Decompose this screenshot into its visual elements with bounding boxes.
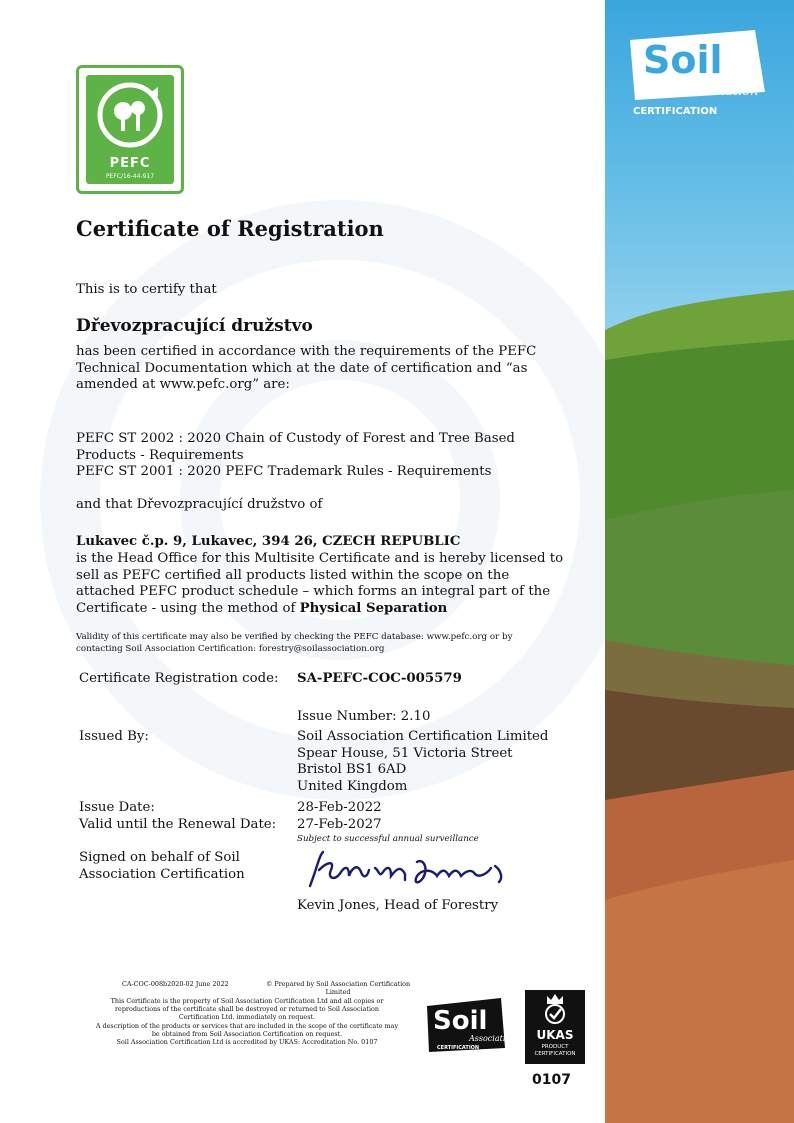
head-office-text: is the Head Office for this Multisite Certificate and is hereby licensed to sell as PEFC certified all products listed within the scope on the attached PEFC product schedule – which forms an integral part of the Certificate - using the method of Physical Separation — [76, 551, 564, 616]
organisation-name: Dřevozpracující družstvo — [76, 316, 313, 336]
certification-method: Physical Separation — [299, 600, 448, 616]
certify-intro: This is to certify that — [76, 282, 217, 297]
standard-item: PEFC ST 2001 : 2020 PEFC Trademark Rules - Requirements — [76, 464, 492, 479]
crown-tick-icon — [525, 990, 585, 1026]
issue-date-value: 28-Feb-2022 — [297, 800, 382, 815]
reg-code-value: SA-PEFC-COC-005579 — [297, 671, 462, 686]
pefc-logo — [76, 65, 184, 194]
soil-logo-sub: CERTIFICATION — [633, 106, 718, 117]
ukas-sub: PRODUCT CERTIFICATION — [534, 1044, 576, 1057]
footer-legal-text: This Certificate is the property of Soil Association Certification Ltd and all copies or reproductions of the certificate shall be destroyed or returned to Soil Association Certification Ltd. immediately on request. A description of the products or services that are included in the scope of the certificate may be obtained from Soil Association Certification on request. Soil Association Certification Ltd is accredited by UKAS: Accreditation No. 0107 — [95, 997, 399, 1047]
issue-number: Issue Number: 2.10 — [297, 709, 431, 724]
pefc-licence-code: PEFC/16-44-917 — [105, 173, 155, 180]
standard-item: PEFC ST 2002 : 2020 Chain of Custody of Forest and Tree Based — [76, 431, 515, 446]
footer-soil-association-logo: Soil Association CERTIFICATION — [425, 990, 509, 1064]
signature-image — [305, 848, 515, 893]
standard-item: Products - Requirements — [76, 447, 244, 463]
issuer-address: Soil Association Certification Limited Spear House, 51 Victoria Street Bristol BS1 6AD United Kingdom — [297, 729, 549, 794]
issued-by-label: Issued By: — [79, 729, 149, 744]
signed-on-behalf-label: Signed on behalf of Soil Association Certification — [79, 850, 245, 882]
document-reference: CA-COC-008b2020-02 June 2022 — [122, 980, 229, 988]
soil-logo-script: Association — [683, 84, 759, 99]
pefc-wordmark: PEFC — [109, 156, 151, 171]
signatory-name: Kevin Jones, Head of Forestry — [297, 898, 499, 913]
issue-date-label: Issue Date: — [79, 800, 155, 815]
ukas-accreditation-number: 0107 — [532, 1072, 571, 1088]
standards-list — [76, 431, 515, 481]
landscape-side-panel — [605, 0, 794, 1123]
certificate-title: Certificate of Registration — [76, 216, 384, 241]
organisation-address: Lukavec č.p. 9, Lukavec, 394 26, CZECH REPUBLIC — [76, 534, 461, 549]
surveillance-note: Subject to successful annual surveillance — [297, 834, 479, 844]
reg-code-label: Certificate Registration code: — [79, 671, 279, 686]
valid-until-value: 27-Feb-2027 — [297, 817, 382, 832]
pefc-trees-icon — [86, 75, 174, 155]
valid-until-label: Valid until the Renewal Date: — [79, 817, 277, 832]
footer-copyright: © Prepared by Soil Association Certification Limited — [266, 980, 411, 997]
and-that-text: and that Dřevozpracující družstvo of — [76, 497, 323, 512]
accordance-text: has been certified in accordance with the requirements of the PEFC Technical Documentation which at the date of certification and “as amended at www.pefc.org” are: — [76, 344, 537, 392]
soil-logo-word: Soil — [643, 38, 723, 82]
ukas-wordmark: UKAS — [536, 1028, 574, 1042]
ukas-accreditation-logo — [525, 990, 585, 1064]
validity-note: Validity of this certificate may also be verified by checking the PEFC database: www.pefc.org or by contacting Soil Association Certification: forestry@soilassociation.org — [76, 632, 513, 654]
